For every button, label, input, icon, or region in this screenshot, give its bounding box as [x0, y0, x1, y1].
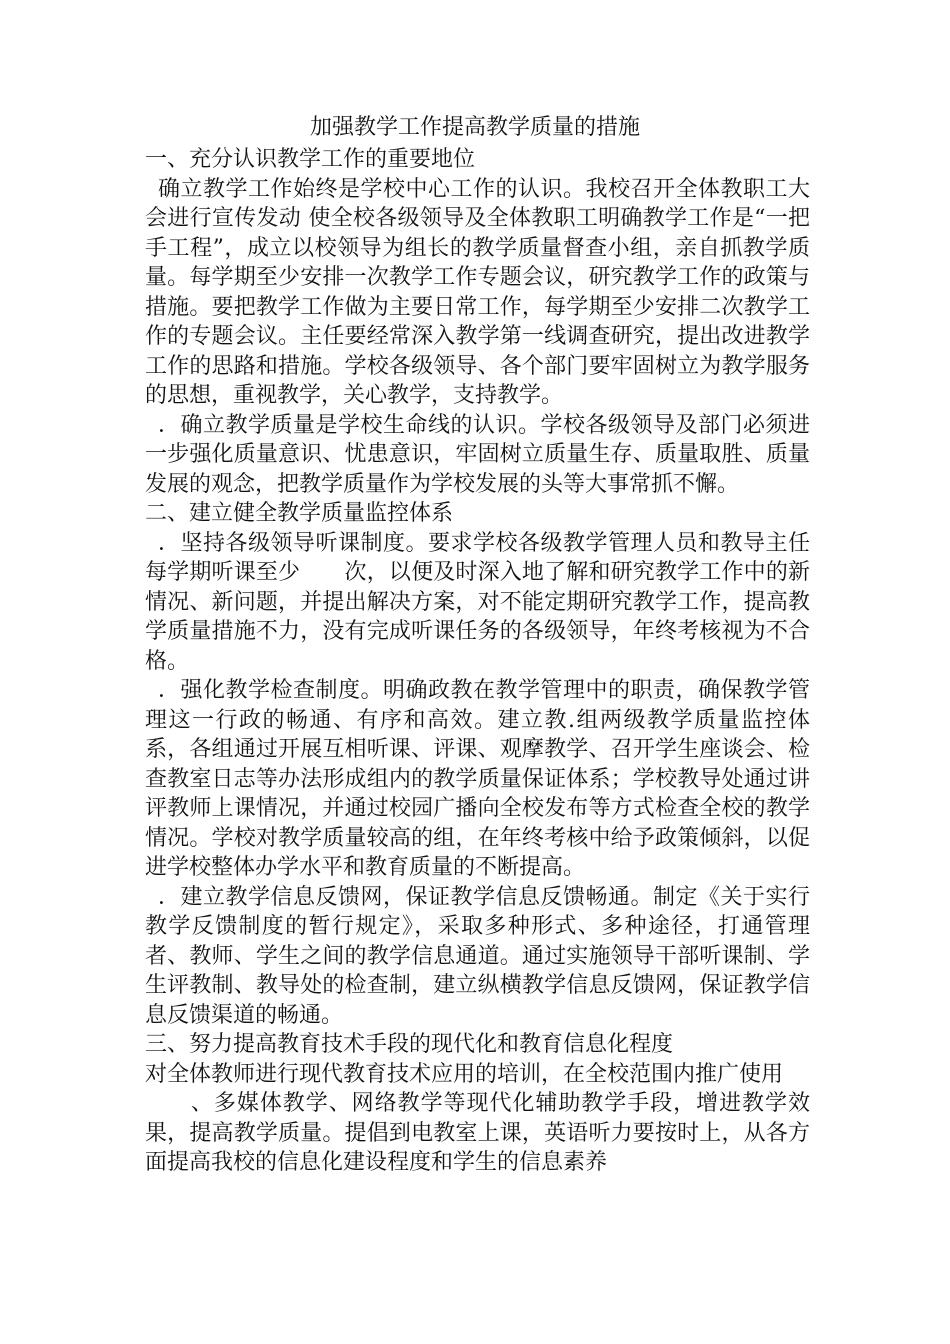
- section-heading-3: 三、努力提高教育技术手段的现代化和教育信息化程度: [145, 1032, 674, 1057]
- document-body: [145, 145, 810, 1178]
- paragraph: 、多媒体教学、网络教学等现代化辅助教学手段，增进教学效果，提高教学质量。提倡到电教室上课，英语听力要按时上，从各方面提高我校的信息化建设程度和学生的信息素养: [145, 1091, 810, 1175]
- paragraph: 对全体教师进行现代教育技术应用的培训，在全校范围内推广使用: [145, 1061, 784, 1087]
- paragraph: ．建立教学信息反馈网，保证教学信息反馈畅通。制定《关于实行教学反馈制度的暂行规定》，采取多种形式、多种途径，打通管理者、教师、学生之间的教学信息通道。通过实施领导干部听课制、学生评教制、教导处的检查制，建立纵横教学信息反馈网，保证教学信息反馈渠道的畅通。: [145, 884, 810, 1028]
- paragraph: ．坚持各级领导听课制度。要求学校各级教学管理人员和教导主任每学期听课至少 次，以便及时深入地了解和研究教学工作中的新情况、新问题，并提出解决方案，对不能定期研究教学工作，提高教学质量措施不力，没有完成听课任务的各级领导，年终考核视为不合格。: [145, 530, 810, 674]
- section-heading-1: 一、充分认识教学工作的重要地位: [145, 147, 476, 172]
- paragraph: ．强化教学检查制度。明确政教在教学管理中的职责，确保教学管理这一行政的畅通、有序和高效。建立教.组两级教学质量监控体系，各组通过开展互相听课、评课、观摩教学、召开学生座谈会、检查教室日志等办法形成组内的教学质量保证体系；学校教导处通过讲评教师上课情况，并通过校园广播向全校发布等方式检查全校的教学情况。学校对教学质量较高的组，在年终考核中给予政策倾斜，以促进学校整体办学水平和教育质量的不断提高。: [145, 678, 810, 880]
- document-title: 加强教学工作提高教学质量的措施: [309, 115, 640, 140]
- section-heading-2: 二、建立健全教学质量监控体系: [145, 501, 454, 526]
- paragraph: ．确立教学质量是学校生命线的认识。学校各级领导及部门必须进一步强化质量意识、忧患意识，牢固树立质量生存、质量取胜、质量发展的观念，把教学质量作为学校发展的头等大事常抓不懈。: [145, 412, 810, 497]
- paragraph: 确立教学工作始终是学校中心工作的认识。我校召开全体教职工大会进行宣传发动 使全校各级领导及全体教职工明确教学工作是“一把手工程”，成立以校领导为组长的教学质量督查小组，亲自抓教学质量。每学期至少安排一次教学工作专题会议，研究教学工作的政策与措施。要把教学工作做为主要日常工作，每学期至少安排二次教学工作的专题会议。主任要经常深入教学第一线调查研究，提出改进教学工作的思路和措施。学校各级领导、各个部门要牢固树立为教学服务的思想，重视教学，关心教学，支持教学。: [145, 176, 810, 408]
